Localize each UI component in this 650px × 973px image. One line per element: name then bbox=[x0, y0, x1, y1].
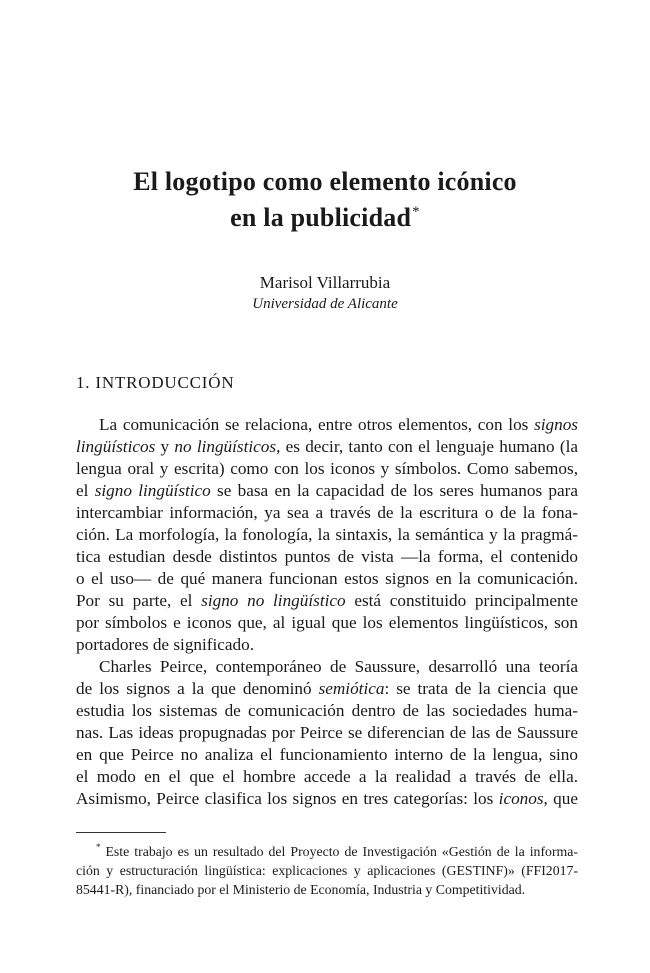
text-span: Asimismo, Peirce clasifica los signos en tres categorías: los bbox=[76, 789, 499, 808]
footnote-line: 85441-R), financiado por el Ministerio de Economía, Industria y Competitividad. bbox=[76, 882, 526, 897]
footnote-line bbox=[96, 842, 578, 861]
footnote-line: ción y estructuración lingüística: explicaciones y aplicaciones (GESTINF)» (FFI2017- bbox=[76, 863, 578, 878]
footnote-text: Este trabajo es un resultado del Proyecto de Investigación «Gestión de la informa- bbox=[105, 844, 578, 859]
body-line bbox=[99, 414, 578, 436]
body-line: o el uso— de qué manera funcionan estos signos en la comunicación. bbox=[76, 569, 578, 588]
italic-term: iconos bbox=[498, 789, 544, 808]
section-heading bbox=[76, 372, 234, 394]
title-line-1: El logotipo como elemento icónico bbox=[133, 167, 517, 196]
italic-term: signo lingüístico bbox=[94, 481, 211, 500]
body-line: Charles Peirce, contemporáneo de Saussure, desarrolló una teoría bbox=[99, 657, 578, 676]
text-span: y bbox=[155, 437, 175, 456]
text-span: está constituido principalmente bbox=[345, 591, 578, 610]
text-span: La comunicación se relaciona, entre otros elementos, con los bbox=[99, 415, 535, 434]
italic-term: semiótica bbox=[318, 679, 385, 698]
italic-term: signo no lingüístico bbox=[201, 591, 346, 610]
section-number: 1. bbox=[76, 373, 91, 392]
title-line-2-text: en la publicidad bbox=[230, 203, 412, 232]
body-line bbox=[76, 480, 578, 502]
body-line bbox=[76, 590, 578, 612]
body-line bbox=[76, 678, 578, 700]
text-span: , que bbox=[543, 789, 578, 808]
author-affiliation: Universidad de Alicante bbox=[252, 296, 398, 312]
author-name: Marisol Villarrubia bbox=[259, 273, 391, 292]
italic-term: lingüísticos bbox=[76, 437, 156, 456]
footnote-divider bbox=[76, 832, 166, 833]
body-line: tica estudian desde distintos puntos de vista —la forma, el contenido bbox=[76, 547, 578, 566]
body-line bbox=[76, 436, 578, 458]
body-line: nas. Las ideas propugnadas por Peirce se diferencian de las de Saussure bbox=[76, 723, 578, 742]
text-span: el bbox=[76, 481, 95, 500]
italic-term: signos bbox=[534, 415, 578, 434]
text-span: : se trata de la ciencia que bbox=[384, 679, 578, 698]
body-line: estudia los sistemas de comunicación dentro de las sociedades huma- bbox=[76, 701, 578, 720]
body-line: intercambiar información, ya sea a través de la escritura o de la fona- bbox=[76, 503, 578, 522]
italic-term: no lingüísticos, bbox=[174, 437, 281, 456]
text-span: Por su parte, el bbox=[76, 591, 202, 610]
footnote-marker: * bbox=[96, 842, 101, 853]
title-line-2 bbox=[0, 200, 650, 236]
text-span: se basa en la capacidad de los seres humanos para bbox=[210, 481, 578, 500]
body-line: en que Peirce no analiza el funcionamiento interno de la lengua, sino bbox=[76, 745, 578, 764]
title-footnote-marker: * bbox=[412, 204, 420, 221]
body-line: por símbolos e iconos que, al igual que los elementos lingüísticos, son bbox=[76, 613, 578, 632]
body-line: ción. La morfología, la fonología, la sintaxis, la semántica y la pragmá- bbox=[76, 525, 578, 544]
text-span: es decir, tanto con el lenguaje humano (la bbox=[280, 437, 578, 456]
text-span: de los signos a la que denominó bbox=[76, 679, 319, 698]
body-line: portadores de significado. bbox=[76, 635, 255, 654]
body-line: lengua oral y escrita) como con los iconos y símbolos. Como sabemos, bbox=[76, 459, 578, 478]
section-title: INTRODUCCIÓN bbox=[95, 373, 235, 392]
body-line: el modo en el que el hombre accede a la realidad a través de ella. bbox=[76, 767, 578, 786]
body-line bbox=[76, 788, 578, 810]
